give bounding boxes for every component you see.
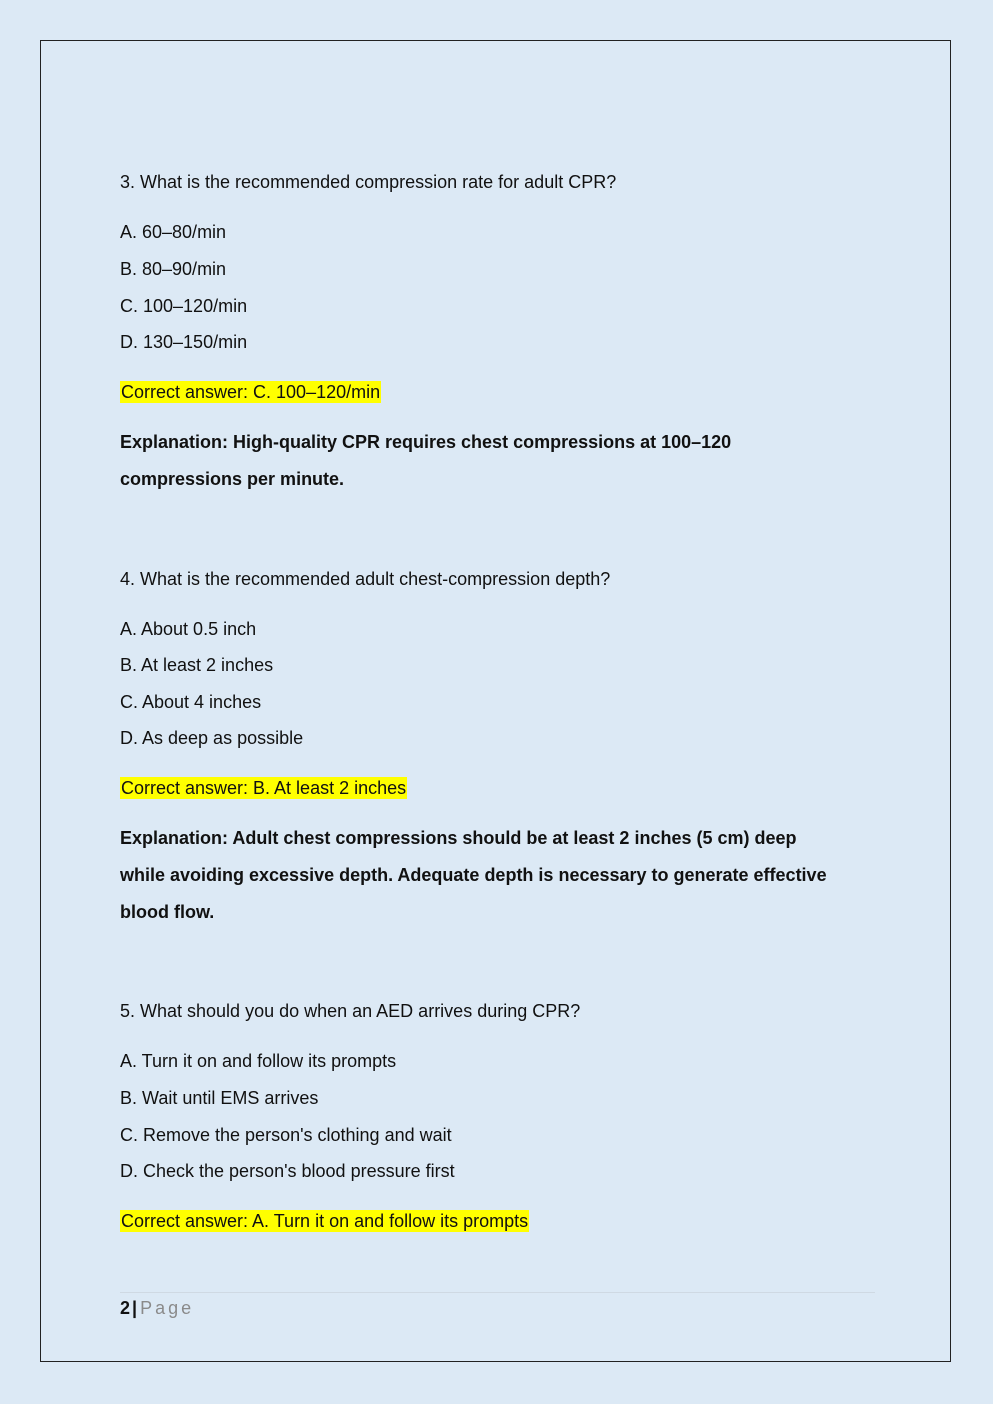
question-3-option-d: D. 130–150/min: [120, 332, 248, 352]
question-3-option-a: A. 60–80/min: [120, 222, 227, 242]
question-3: 3. What is the recommended compression rate for adult CPR?: [120, 172, 617, 192]
question-4-answer-line: [120, 777, 407, 799]
question-4-option-c: C. About 4 inches: [120, 692, 262, 712]
question-5-option-d: D. Check the person's blood pressure first: [120, 1161, 455, 1181]
question-5-answer-line: [120, 1210, 529, 1232]
question-3-explanation-line-1: Explanation: High-quality CPR requires chest compressions at 100–120: [120, 432, 732, 452]
question-4-explanation-line-3: blood flow.: [120, 902, 215, 922]
question-4-option-d: D. As deep as possible: [120, 728, 304, 748]
question-5-option-a: A. Turn it on and follow its prompts: [120, 1051, 397, 1071]
question-4: 4. What is the recommended adult chest-compression depth?: [120, 569, 611, 589]
question-4-explanation-line-1: Explanation: Adult chest compressions should be at least 2 inches (5 cm) deep: [120, 828, 797, 848]
question-3-option-b: B. 80–90/min: [120, 259, 227, 279]
question-5-option-c: C. Remove the person's clothing and wait: [120, 1125, 452, 1145]
question-3-option-c: C. 100–120/min: [120, 296, 248, 316]
page-footer: [120, 1297, 194, 1319]
footer-divider: [120, 1292, 875, 1293]
page-number: 2: [120, 1298, 131, 1318]
question-5-correct-answer: Correct answer: A. Turn it on and follow its prompts: [121, 1211, 529, 1231]
question-3-correct-answer: Correct answer: C. 100–120/min: [121, 382, 381, 402]
question-3-answer-line: [120, 381, 381, 403]
footer-separator: |: [132, 1298, 138, 1318]
page-label: Page: [140, 1298, 195, 1318]
question-4-option-a: A. About 0.5 inch: [120, 619, 257, 639]
question-3-explanation-line-2: compressions per minute.: [120, 469, 345, 489]
question-5: 5. What should you do when an AED arrives during CPR?: [120, 1001, 581, 1021]
question-5-option-b: B. Wait until EMS arrives: [120, 1088, 319, 1108]
question-4-option-b: B. At least 2 inches: [120, 655, 274, 675]
question-4-explanation-line-2: while avoiding excessive depth. Adequate depth is necessary to generate effective: [120, 865, 827, 885]
question-4-correct-answer: Correct answer: B. At least 2 inches: [121, 778, 407, 798]
